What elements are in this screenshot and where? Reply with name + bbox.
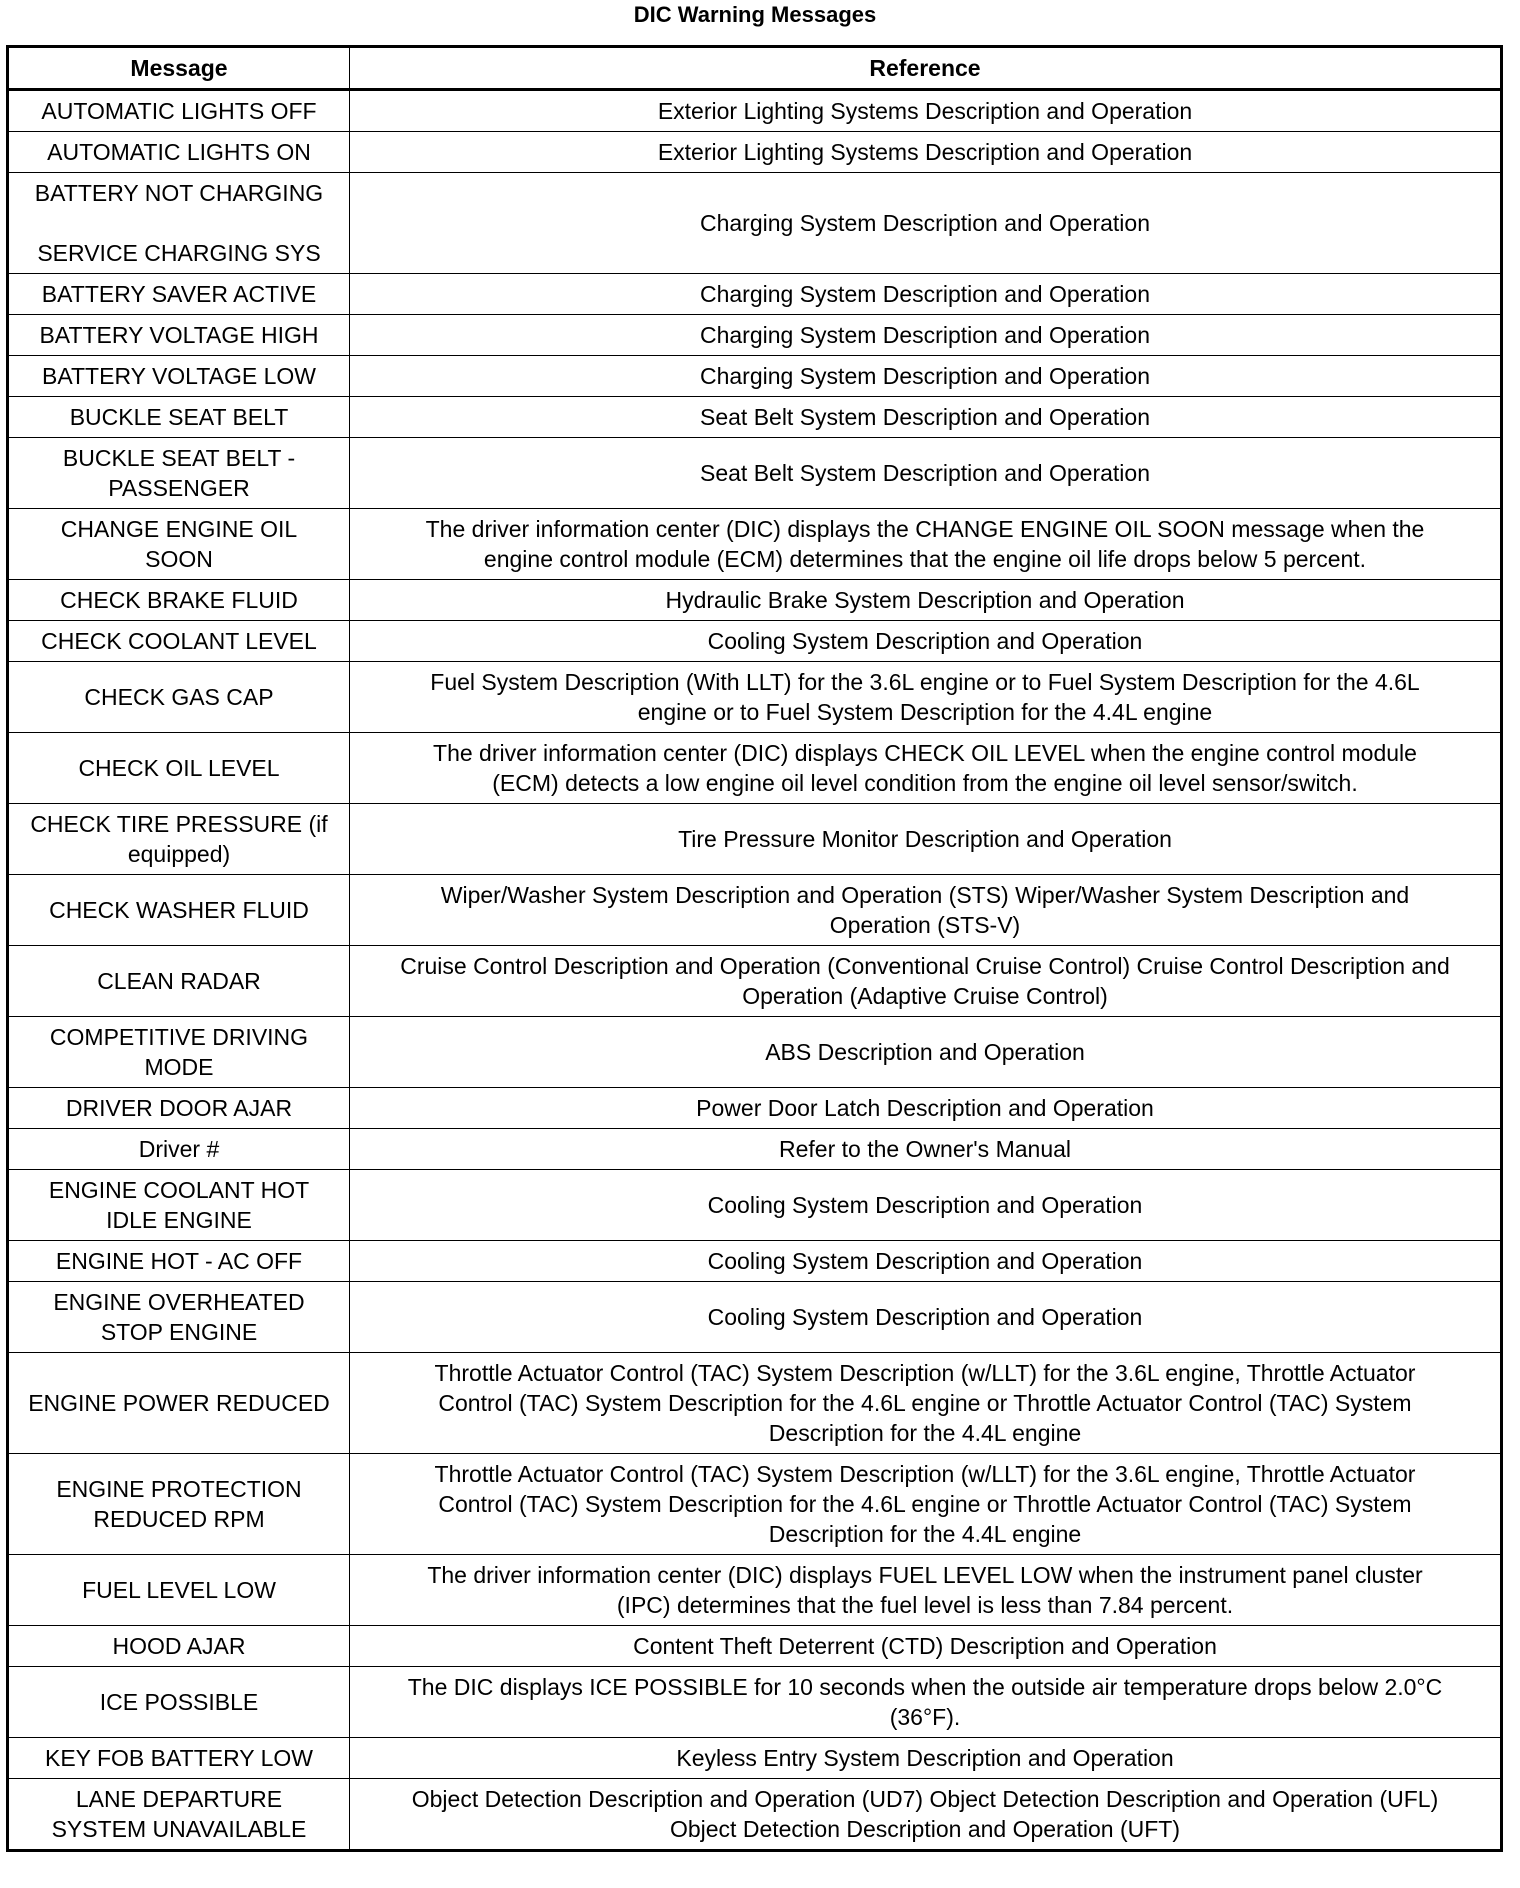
page-title: DIC Warning Messages [633,2,877,27]
table-row [8,621,1502,662]
reference-cell: The driver information center (DIC) displays CHECK OIL LEVEL when the engine control module (ECM) detects a low engine oil level condition from the engine oil level sensor/switch. [350,733,1502,804]
table-row [8,1555,1502,1626]
message-cell: BUCKLE SEAT BELT - PASSENGER [8,438,350,509]
table-row [8,1170,1502,1241]
reference-cell: Cruise Control Description and Operation (Conventional Cruise Control) Cruise Control Description and Operation (Adaptive Cruise Control) [350,946,1502,1017]
message-cell: FUEL LEVEL LOW [8,1555,350,1626]
message-cell: ENGINE POWER REDUCED [8,1353,350,1454]
reference-cell: Seat Belt System Description and Operation [350,397,1502,438]
reference-cell: Object Detection Description and Operation (UD7) Object Detection Description and Operation (UFL) Object Detection Description and Operation (UFT) [350,1779,1502,1851]
table-row [8,1667,1502,1738]
reference-cell: The driver information center (DIC) displays FUEL LEVEL LOW when the instrument panel cluster (IPC) determines that the fuel level is less than 7.84 percent. [350,1555,1502,1626]
table-row [8,509,1502,580]
message-cell: DRIVER DOOR AJAR [8,1088,350,1129]
table-row [8,1353,1502,1454]
reference-cell: Tire Pressure Monitor Description and Operation [350,804,1502,875]
table-row [8,946,1502,1017]
message-cell: BATTERY SAVER ACTIVE [8,274,350,315]
reference-cell: Wiper/Washer System Description and Operation (STS) Wiper/Washer System Description and Operation (STS-V) [350,875,1502,946]
reference-cell: Exterior Lighting Systems Description and Operation [350,132,1502,173]
message-cell: CLEAN RADAR [8,946,350,1017]
reference-cell: Cooling System Description and Operation [350,1282,1502,1353]
table-row [8,1454,1502,1555]
reference-cell: Fuel System Description (With LLT) for the 3.6L engine or to Fuel System Description for the 4.6L engine or to Fuel System Description for the 4.4L engine [350,662,1502,733]
reference-cell: Keyless Entry System Description and Operation [350,1738,1502,1779]
table-row [8,875,1502,946]
reference-cell: Throttle Actuator Control (TAC) System Description (w/LLT) for the 3.6L engine, Throttle Actuator Control (TAC) System Description for the 4.6L engine or Throttle Actuator Control (TAC) System Description for the 4.4L engine [350,1454,1502,1555]
message-cell: CHECK BRAKE FLUID [8,580,350,621]
message-cell: ENGINE PROTECTION REDUCED RPM [8,1454,350,1555]
message-cell: BATTERY VOLTAGE HIGH [8,315,350,356]
message-cell: CHECK WASHER FLUID [8,875,350,946]
message-cell: ENGINE OVERHEATED STOP ENGINE [8,1282,350,1353]
table-row [8,580,1502,621]
table-row [8,90,1502,132]
message-cell: ENGINE COOLANT HOT IDLE ENGINE [8,1170,350,1241]
table-row [8,804,1502,875]
message-cell: HOOD AJAR [8,1626,350,1667]
table-row [8,1088,1502,1129]
table-row [8,1129,1502,1170]
table-row [8,438,1502,509]
table-row [8,1779,1502,1851]
table-row [8,173,1502,274]
message-cell: BUCKLE SEAT BELT [8,397,350,438]
reference-cell: The DIC displays ICE POSSIBLE for 10 seconds when the outside air temperature drops below 2.0°C (36°F). [350,1667,1502,1738]
table-row [8,662,1502,733]
column-header-message: Message [8,47,350,90]
reference-cell: Hydraulic Brake System Description and Operation [350,580,1502,621]
message-cell: COMPETITIVE DRIVING MODE [8,1017,350,1088]
message-cell: Driver # [8,1129,350,1170]
reference-cell: Cooling System Description and Operation [350,1241,1502,1282]
table-row [8,1241,1502,1282]
table-row [8,1738,1502,1779]
reference-cell: Exterior Lighting Systems Description and Operation [350,90,1502,132]
message-cell: LANE DEPARTURE SYSTEM UNAVAILABLE [8,1779,350,1851]
table-row [8,315,1502,356]
reference-cell: Seat Belt System Description and Operation [350,438,1502,509]
table-header-row [8,47,1502,90]
message-cell: KEY FOB BATTERY LOW [8,1738,350,1779]
reference-cell: Content Theft Deterrent (CTD) Description and Operation [350,1626,1502,1667]
message-cell: AUTOMATIC LIGHTS OFF [8,90,350,132]
message-cell: BATTERY VOLTAGE LOW [8,356,350,397]
table-row [8,274,1502,315]
reference-cell: Charging System Description and Operation [350,356,1502,397]
reference-cell: Cooling System Description and Operation [350,1170,1502,1241]
message-cell: ENGINE HOT - AC OFF [8,1241,350,1282]
table-row [8,733,1502,804]
dic-warning-messages-table [6,45,1503,1852]
column-header-reference: Reference [350,47,1502,90]
message-cell: BATTERY NOT CHARGING SERVICE CHARGING SYS [8,173,350,274]
table-row [8,397,1502,438]
reference-cell: Charging System Description and Operation [350,315,1502,356]
reference-cell: Charging System Description and Operation [350,274,1502,315]
message-cell: CHECK TIRE PRESSURE (if equipped) [8,804,350,875]
table-row [8,1017,1502,1088]
reference-cell: Power Door Latch Description and Operation [350,1088,1502,1129]
table-row [8,132,1502,173]
reference-cell: Throttle Actuator Control (TAC) System Description (w/LLT) for the 3.6L engine, Throttle Actuator Control (TAC) System Description for the 4.6L engine or Throttle Actuator Control (TAC) System Description for the 4.4L engine [350,1353,1502,1454]
reference-cell: ABS Description and Operation [350,1017,1502,1088]
message-cell: CHANGE ENGINE OIL SOON [8,509,350,580]
table-row [8,356,1502,397]
message-cell: ICE POSSIBLE [8,1667,350,1738]
table-row [8,1626,1502,1667]
reference-cell: Charging System Description and Operation [350,173,1502,274]
table-row [8,1282,1502,1353]
reference-cell: Refer to the Owner's Manual [350,1129,1502,1170]
message-cell: CHECK GAS CAP [8,662,350,733]
reference-cell: Cooling System Description and Operation [350,621,1502,662]
message-cell: AUTOMATIC LIGHTS ON [8,132,350,173]
reference-cell: The driver information center (DIC) displays the CHANGE ENGINE OIL SOON message when the engine control module (ECM) determines that the engine oil life drops below 5 percent. [350,509,1502,580]
message-cell: CHECK COOLANT LEVEL [8,621,350,662]
message-cell: CHECK OIL LEVEL [8,733,350,804]
